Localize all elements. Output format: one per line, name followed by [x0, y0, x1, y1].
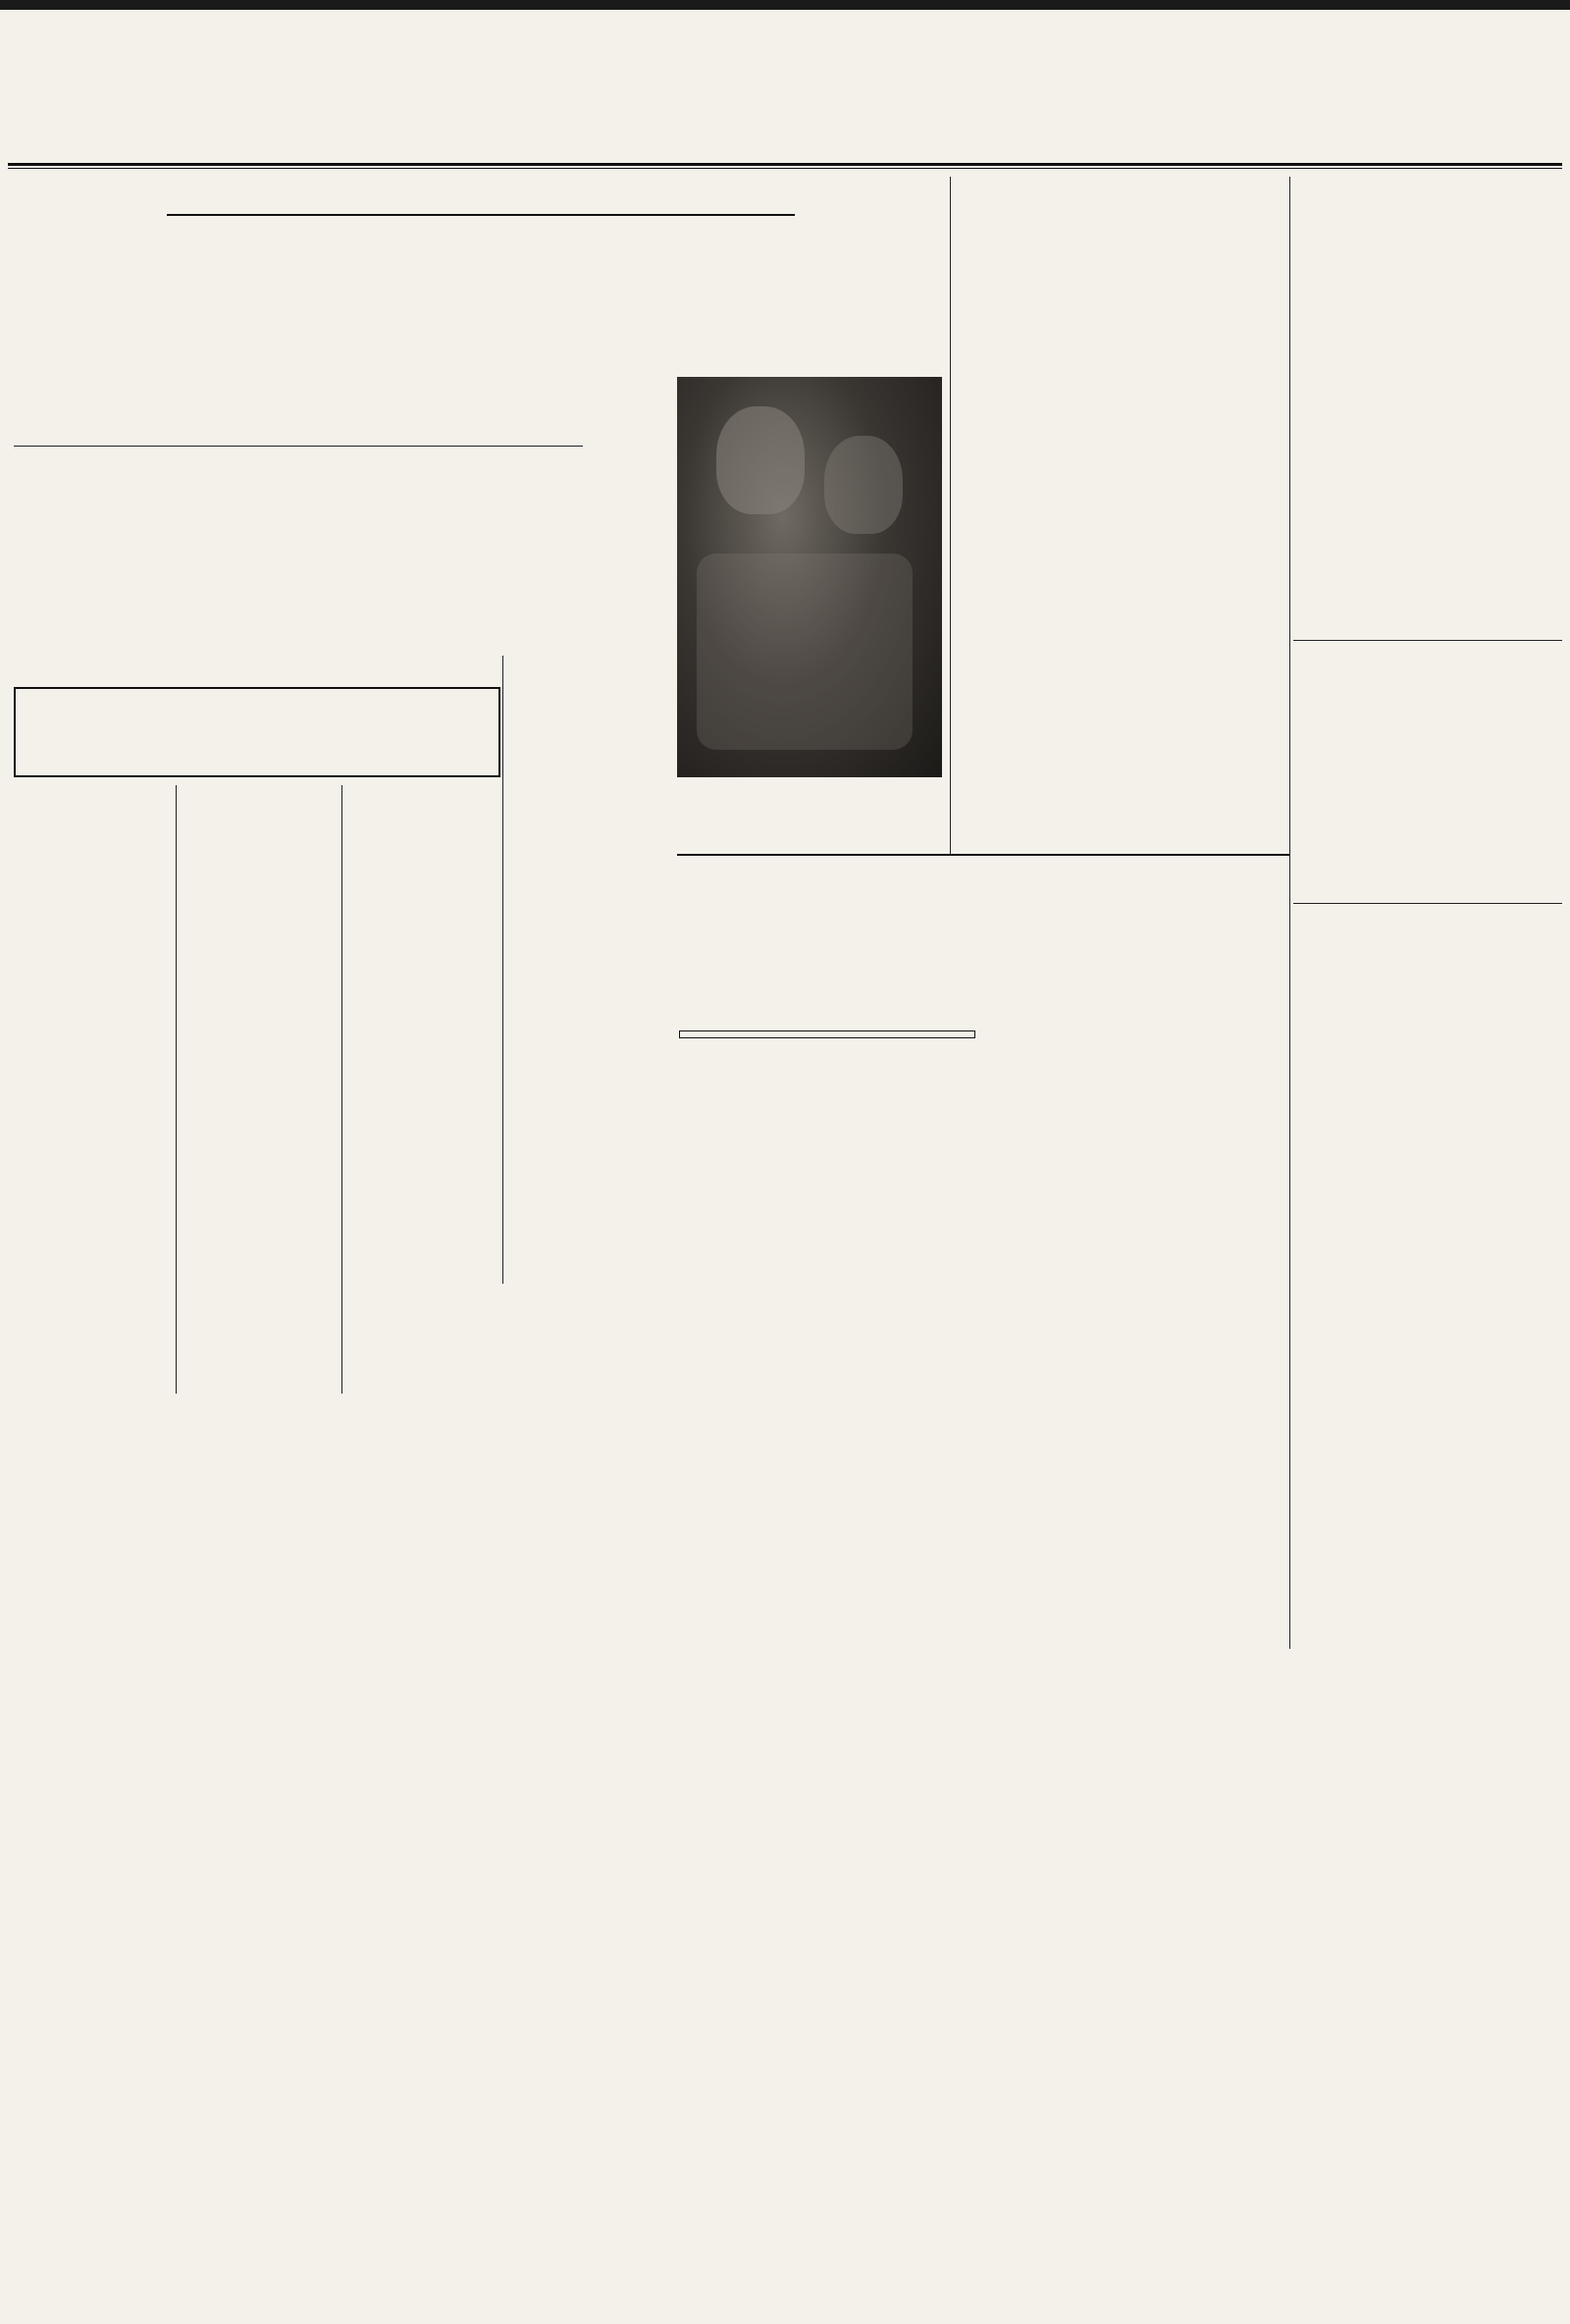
loan-col-3	[347, 785, 497, 1394]
lead-subhead-rule	[14, 446, 583, 447]
lead-col-a	[508, 654, 665, 656]
lead-body-intro	[14, 577, 665, 579]
albania-photo	[677, 377, 942, 777]
algeria-body-3	[1297, 1274, 1558, 1343]
albania-photo-caption	[677, 781, 942, 842]
russia-body-3	[1125, 624, 1282, 820]
algeria-body	[1297, 991, 1558, 1109]
top-border	[0, 0, 1570, 10]
loan-col-1	[14, 785, 169, 1394]
col-divider	[502, 656, 503, 1284]
russia-body-2	[960, 624, 1117, 820]
masthead-rule-thin	[8, 168, 1562, 169]
section-rule	[1293, 903, 1562, 904]
algeria-body-2	[1297, 1144, 1558, 1239]
loan-headline-box	[14, 687, 500, 777]
loan-col-2	[181, 785, 336, 1394]
section-rule	[677, 854, 1289, 856]
section-rule	[1293, 640, 1562, 641]
kennedy-sub-box	[679, 1030, 975, 1038]
col-divider	[1289, 177, 1290, 1649]
lead-kicker-underline	[167, 214, 795, 216]
masthead-rule	[8, 163, 1562, 166]
col-divider	[176, 785, 177, 1394]
army-body	[1297, 728, 1558, 900]
space-body	[1297, 314, 1558, 638]
col-divider	[950, 177, 951, 854]
lead-col-c	[508, 1374, 665, 1610]
lead-col-b	[508, 1001, 665, 1374]
col-divider	[341, 785, 342, 1394]
russia-body	[960, 404, 1282, 569]
